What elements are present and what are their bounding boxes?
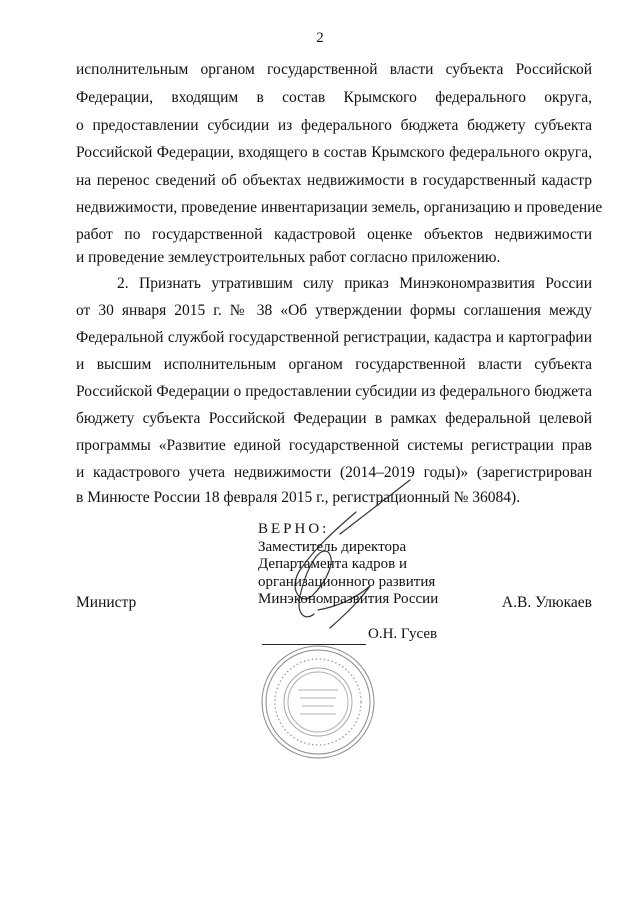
text-line: о предоставлении субсидии из федерального бюджета бюджету субъекта bbox=[76, 117, 592, 134]
text-line: и проведение землеустроительных работ согласно приложению. bbox=[76, 249, 501, 266]
certifier-position-line: Департамента кадров и bbox=[258, 556, 407, 572]
certifier-position-line: организационного развития bbox=[258, 573, 436, 590]
text-line: исполнительным органом государственной власти субъекта Российской bbox=[76, 61, 592, 78]
text-line: бюджету субъекта Российской Федерации в рамках федеральной целевой bbox=[76, 410, 592, 427]
minister-name: А.В. Улюкаев bbox=[501, 594, 592, 611]
text-line: на перенос сведений об объектах недвижимости в государственный кадастр bbox=[76, 172, 592, 189]
text-line: Российской Федерации о предоставлении субсидии из федерального бюджета bbox=[76, 383, 592, 400]
text-line: Федеральной службой государственной регистрации, кадастра и картографии bbox=[76, 329, 592, 346]
text-line: от 30 января 2015 г. № 38 «Об утверждении формы соглашения между bbox=[76, 302, 592, 319]
certifier-position-line: Минэкономразвития России bbox=[258, 591, 439, 607]
text-line: и кадастрового учета недвижимости (2014–2019 годы)» (зарегистрирован bbox=[76, 464, 592, 481]
certifier-position-line: Заместитель директора bbox=[258, 538, 407, 555]
verno-label: ВЕРНО: bbox=[258, 521, 330, 537]
text-line: программы «Развитие единой государственной системы регистрации прав bbox=[76, 437, 592, 454]
page-number: 2 bbox=[316, 30, 324, 46]
text-line: недвижимости, проведение инвентаризации земель, организацию и проведение bbox=[76, 199, 603, 216]
text-line: 2. Признать утратившим силу приказ Минэкономразвития России bbox=[117, 275, 592, 292]
text-line: Российской Федерации, входящего в состав Крымского федерального округа, bbox=[76, 144, 592, 161]
text-line: работ по государственной кадастровой оценке объектов недвижимости bbox=[76, 226, 592, 243]
signature-line bbox=[262, 644, 366, 645]
certifier-name: О.Н. Гусев bbox=[368, 626, 438, 642]
minister-title: Министр bbox=[76, 594, 137, 611]
text-line: Федерации, входящим в состав Крымского федерального округа, bbox=[76, 89, 592, 106]
text-line: в Минюсте России 18 февраля 2015 г., регистрационный № 36084). bbox=[76, 489, 521, 506]
text-line: и высшим исполнительным органом государственной власти субъекта bbox=[76, 356, 592, 373]
certification-block bbox=[258, 521, 438, 609]
